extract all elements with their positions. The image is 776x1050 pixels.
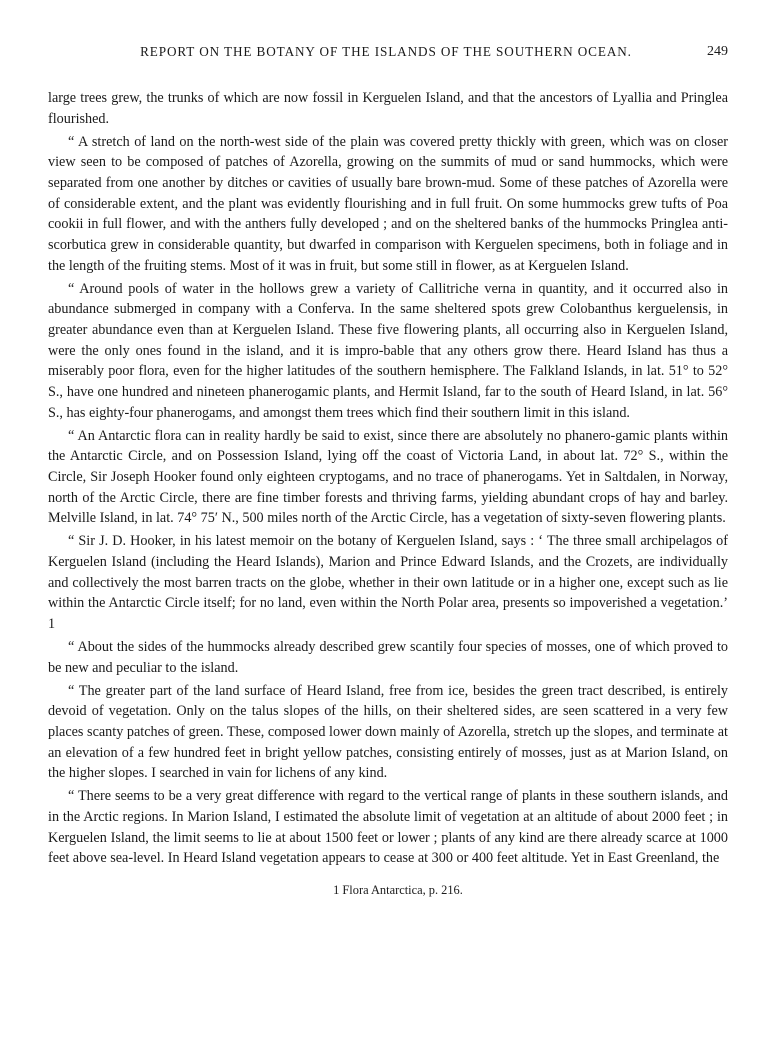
paragraph-5: “ Sir J. D. Hooker, in his latest memoir on the botany of Kerguelen Island, says : ‘ The three small archipelagos of Kerguelen Island (including the Heard Islands), Marion and Prince Edward Islands, and the Crozets, are individually and collectively the most barren tracts on the globe, whether in their own latitude or in a higher one, except such as lie within the Antarctic Circle itself; for no land, even within the North Polar area, presents so impoverished a vegetation.’ 1: [48, 533, 728, 632]
paragraph-1: large trees grew, the trunks of which are now fossil in Kerguelen Island, and that the ancestors of Lyallia and Pringlea flourished.: [48, 90, 728, 127]
paragraph-8: “ There seems to be a very great difference with regard to the vertical range of plants in these southern islands, and in the Arctic regions. In Marion Island, I estimated the absolute limit of vegetation at an altitude of about 2000 feet ; in Kerguelen Island, the limit seems to lie at about 1500 feet or lower ; plants of any kind are there already scarce at 1000 feet above sea-level. In Heard Island vegetation appears to cease at 300 or 400 feet altitude. Yet in East Greenland, the: [48, 788, 728, 867]
page: [48, 44, 728, 898]
page-number: 249: [707, 44, 728, 59]
paragraph-2: “ A stretch of land on the north-west side of the plain was covered pretty thickly with green, which was on closer view seen to be composed of patches of Azorella, growing on the summits of mud or sand hummocks, which were separated from one another by ditches or cavities of usually bare brown-mud. Some of these patches of Azorella were of considerable extent, and the plant was evidently flourishing and in full fruit. On some hummocks grew tufts of Poa cookii in full flower, and with the anthers fully developed ; and on the sheltered banks of the hummocks Pringlea anti-scorbutica grew in considerable quantity, but dwarfed in comparison with Kerguelen specimens, both in foliage and in the length of the fruiting stems. Most of it was in fruit, but some still in flower, as at Kerguelen Island.: [48, 133, 728, 274]
body-text: [48, 88, 728, 869]
paragraph-6: “ About the sides of the hummocks already described grew scantily four species of mosses, one of which proved to be new and peculiar to the island.: [48, 639, 728, 676]
running-title: REPORT ON THE BOTANY OF THE ISLANDS OF THE SOUTHERN OCEAN.: [140, 44, 632, 59]
paragraph-3: “ Around pools of water in the hollows grew a variety of Callitriche verna in quantity, and it occurred also in abundance submerged in company with a Conferva. In the same sheltered spots grew Colobanthus kerguelensis, in greater abundance even than at Kerguelen Island. These five flowering plants, all occurring also in Kerguelen Island, were the only ones found in the island, and it is impro-bable that any others grow there. Heard Island has thus a miserably poor flora, even for the higher latitudes of the southern hemisphere. The Falkland Islands, in lat. 51° to 52° S., have one hundred and nineteen phanerogamic plants, and Hermit Island, far to the south of Heard Island, in lat. 56° S., has eighty-four phanerogams, and amongst them trees which find their southern limit in this island.: [48, 280, 728, 421]
paragraph-4: “ An Antarctic flora can in reality hardly be said to exist, since there are absolutely no phanero-gamic plants within the Antarctic Circle, and on Possession Island, lying off the coast of Victoria Land, in about lat. 72° S., within the Circle, Sir Joseph Hooker found only eighteen cryptogams, and no trace of phanerogams. Yet in Saltdalen, in Norway, north of the Arctic Circle, there are fine timber forests and thriving farms, yielding abundant crops of hay and barley. Melville Island, in lat. 74° 75′ N., 500 miles north of the Arctic Circle, has a vegetation of sixty-seven flowering plants.: [48, 427, 728, 527]
footnote: 1 Flora Antarctica, p. 216.: [333, 883, 463, 898]
paragraph-7: “ The greater part of the land surface of Heard Island, free from ice, besides the green tract described, is entirely devoid of vegetation. Only on the talus slopes of the hills, on their sheltered sides, are seen scattered in a very few places scanty patches of green. These, composed lower down mainly of Azorella, stretch up the slopes, and terminate at an elevation of a few hundred feet in bright yellow patches, consisting entirely of mosses, just as at Marion Island, on the higher slopes. I searched in vain for lichens of any kind.: [48, 682, 728, 782]
running-head: [48, 44, 728, 70]
